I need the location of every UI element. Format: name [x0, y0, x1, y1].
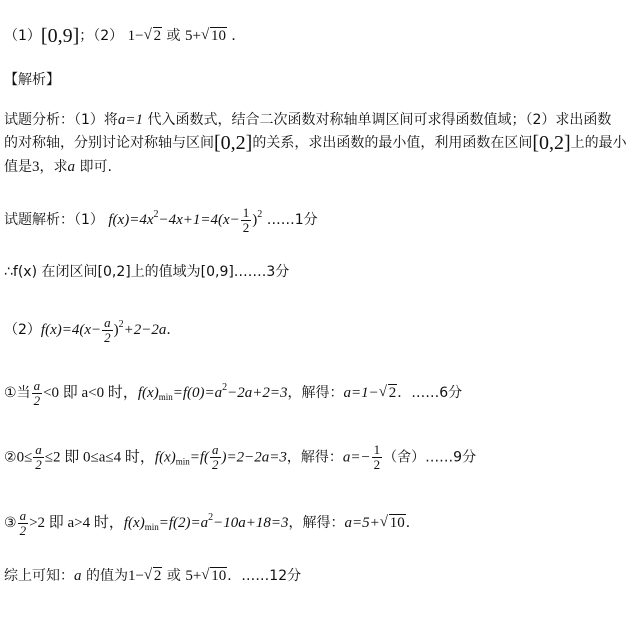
sqrt-2: √ 2 [144, 566, 163, 586]
fraction: $\frac{a}{2}$ [19, 507, 27, 538]
part2-line: （2）f(x)=4(x− $\frac{a}{2}$ )$^2$+2−2a． [4, 314, 181, 345]
sqrt-2: √ 2 [379, 383, 398, 403]
analysis-line-1: 试题分析：（1）将a=1 代入函数式，结合二次函数对称轴单调区间可求得函数值域；（2）求出函数 [4, 112, 612, 128]
answer-or: 或 [166, 28, 181, 44]
solution-part1: 试题解析：（1） $f(x)=4x^2-4x+1=4(x-$ $\frac{1}{2}$ )$^2$ ……1分 [4, 204, 318, 235]
answer-five-plus: 5+ [185, 28, 201, 44]
sqrt-10: √ 10 [201, 26, 227, 46]
case-3: ③ $\frac{a}{2}$ >2 即 a>4 时，$f(x)_{min}=f(2)=a^2-10a+18=3$，解得：a=5+√ 10． [4, 508, 420, 538]
fraction: $\frac{1}{2}$ [373, 442, 381, 472]
fraction: $\frac{1}{2}$ [242, 204, 250, 235]
fraction: $\frac{a}{2}$ [212, 442, 219, 472]
analysis-line-2: 的对称轴，分别讨论对称轴与区间[0,2]的关系，求出函数的最小值，利用函数在区间[0,2]上的最小 [4, 132, 627, 154]
answer-line [4, 26, 245, 46]
fraction: $\frac{a}{2}$ [35, 442, 42, 472]
case-1: ①当 $\frac{a}{2}$ <0 即 a<0 时，$f(x)_{min}=f(0)=a^2-2a+2=3$，解得：a=1−√ 2．……6分 [4, 378, 462, 408]
fraction: $\frac{a}{2}$ [104, 314, 111, 345]
answer-sep: ；（2） [79, 28, 124, 44]
answer-end: ． [231, 28, 246, 44]
sqrt-10: √ 10 [380, 513, 406, 533]
answer-part1: （1） [4, 28, 41, 44]
case-2: ②0≤ $\frac{a}{2}$ ≤2 即 0≤a≤4 时，$f(x)_{min}=f$( $\frac{a}{2}$ )=2−2a=3，解得：a=− $\frac{1}{2}$ （舍）……9分 [4, 442, 477, 472]
sqrt-2: √ 2 [144, 26, 163, 46]
answer-one-minus: 1− [127, 28, 144, 44]
sqrt-10: √ 10 [201, 566, 227, 586]
section-title: 【解析】 [4, 72, 60, 88]
range-line: ∴f(x) 在闭区间[0,2]上的值域为[0,9].……3分 [4, 264, 290, 280]
fraction: $\frac{a}{2}$ [33, 377, 41, 408]
answer-interval: [0,9] [40, 25, 80, 47]
conclusion: 综上可知：a 的值为1−√ 2 或 5+√ 10．……12分 [4, 566, 301, 586]
analysis-line-3: 值是3，求a 即可. [4, 159, 112, 175]
